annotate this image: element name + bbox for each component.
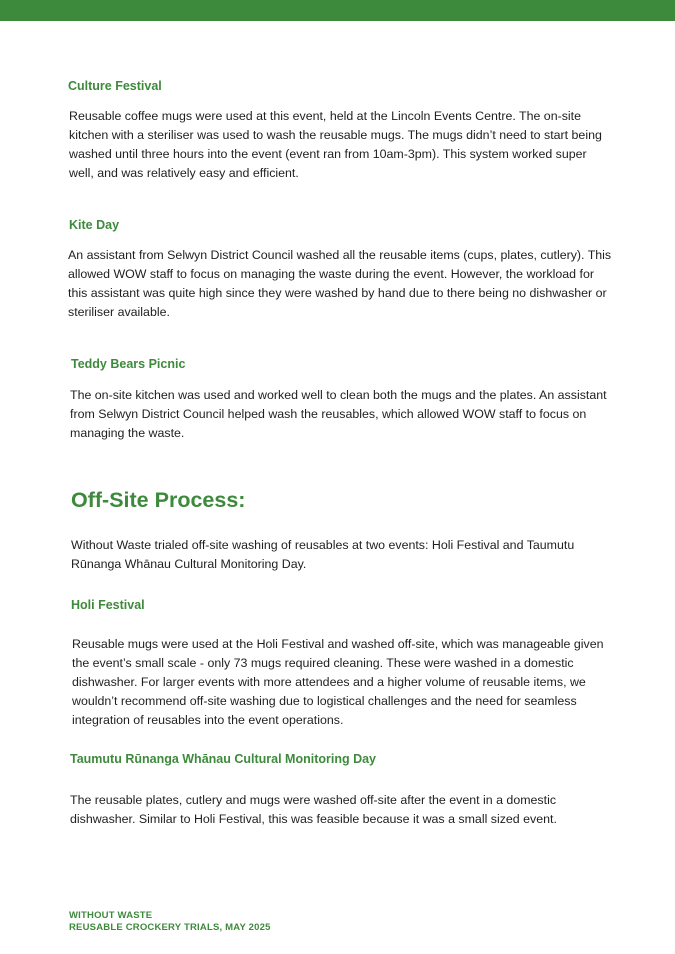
teddy-bears-picnic-paragraph: The on-site kitchen was used and worked well to clean both the mugs and the plates. An assistant from Selwyn District Council helped wash the reusables, which allowed WOW staff to focus on managing the waste. [70,388,607,440]
header-accent-bar [0,0,675,21]
culture-festival-paragraph: Reusable coffee mugs were used at this event, held at the Lincoln Events Centre. The on-site kitchen with a steriliser was used to wash the reusable mugs. The mugs didn’t need to start being washed until three hours into the event (event ran from 10am-3pm). This system worked super well, and was relatively easy and efficient. [69,109,602,180]
holi-festival-heading: Holi Festival [71,598,145,612]
footer-org-name: WITHOUT WASTE [69,910,153,921]
kite-day-heading: Kite Day [69,218,120,232]
page-footer [69,910,271,934]
culture-festival-heading: Culture Festival [68,79,162,93]
taumutu-paragraph: The reusable plates, cutlery and mugs were washed off-site after the event in a domestic dishwasher. Similar to Holi Festival, this was feasible because it was a small sized event. [70,793,557,826]
teddy-bears-picnic-heading: Teddy Bears Picnic [71,357,186,371]
taumutu-heading: Taumutu Rūnanga Whānau Cultural Monitoring Day [70,752,377,766]
off-site-process-heading: Off-Site Process: [71,488,246,512]
off-site-intro-paragraph: Without Waste trialed off-site washing of reusables at two events: Holi Festival and Taumutu Rūnanga Whānau Cultural Monitoring Day. [71,538,575,571]
holi-festival-paragraph: Reusable mugs were used at the Holi Festival and washed off-site, which was manageable given the event’s small scale - only 73 mugs required cleaning. These were washed in a domestic dishwasher. For larger events with more attendees and a higher volume of reusable items, we wouldn’t recommend off-site washing due to logistical challenges and the need for seamless integration of reusables into the event operations. [72,637,604,727]
footer-report-title: REUSABLE CROCKERY TRIALS, MAY 2025 [69,922,271,933]
kite-day-paragraph: An assistant from Selwyn District Council washed all the reusable items (cups, plates, cutlery). This allowed WOW staff to focus on managing the waste during the event. However, the workload for this assistant was quite high since they were washed by hand due to there being no dishwasher or steriliser available. [68,248,612,319]
